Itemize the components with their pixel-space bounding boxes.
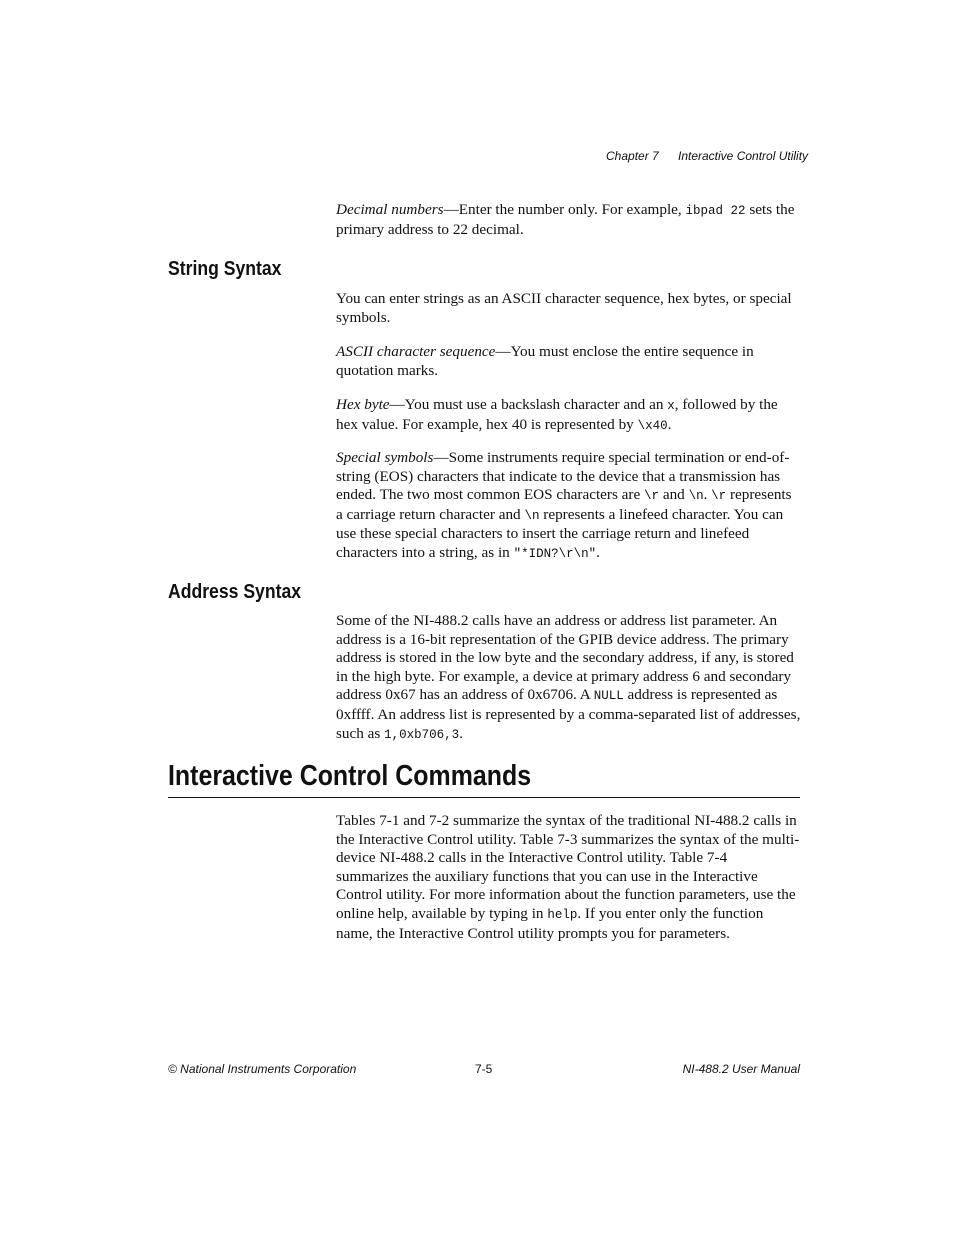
address-syntax-heading: Address Syntax [168,581,302,603]
page-number: 7-5 [475,1062,493,1076]
decimal-term: Decimal numbers [336,201,444,218]
footer-manual-title: NI-488.2 User Manual [682,1062,800,1076]
header-title: Interactive Control Utility [678,149,809,163]
code-ibpad: ibpad 22 [685,204,746,218]
commands-paragraph: Tables 7-1 and 7-2 summarize the syntax of the traditional NI-488.2 calls in the Interactive Control utility. Table 7-3 summarizes the syntax of the multi-device NI-488.2 calls in the Interactive Control utility. Table 7-4 summarizes the auxiliary functions that you can use in the Interactive Control utility. For more information about the function parameters, use the online help, available by typing in help. If you enter only the function name, the Interactive Control utility prompts you for parameters. [336,812,800,942]
header-chapter: Chapter 7 [606,149,659,163]
string-syntax-intro: You can enter strings as an ASCII character sequence, hex bytes, or special symbols. [336,290,792,326]
address-syntax-paragraph: Some of the NI-488.2 calls have an address or address list parameter. An address is a 16-bit representation of the GPIB device address. The primary address is stored in the low byte and the secondary address, if any, is stored in the high byte. For example, a device at primary address 6 and secondary address 0x67 has an address of 0x6706. A NULL address is represented as 0xffff. An address list is represented by a comma-separated list of addresses, such as 1,0xb706,3. [336,612,801,742]
decimal-numbers-paragraph: Decimal numbers—Enter the number only. For example, ibpad 22 sets the primary address to 22 decimal. [336,201,795,238]
hex-byte-paragraph: Hex byte—You must use a backslash character and an x, followed by the hex value. For example, hex 40 is represented by \x40. [336,396,778,433]
special-term: Special symbols [336,449,434,466]
interactive-control-commands-heading: Interactive Control Commands [168,760,532,792]
hex-term: Hex byte [336,396,390,413]
special-symbols-paragraph: Special symbols—Some instruments require special termination or end-of-string (EOS) characters that indicate to the device that a transmission has ended. The two most common EOS characters are \r and \n. \r represents a carriage return character and \n represents a linefeed character. You can use these special characters to insert the carriage return and linefeed characters into a string, as in "*IDN?\r\n". [336,449,792,561]
ascii-sequence-paragraph: ASCII character sequence—You must enclose the entire sequence in quotation marks. [336,343,754,379]
heading-rule [168,797,800,798]
string-syntax-heading: String Syntax [168,258,282,280]
footer-copyright: © National Instruments Corporation [168,1062,357,1076]
ascii-term: ASCII character sequence [336,343,496,360]
